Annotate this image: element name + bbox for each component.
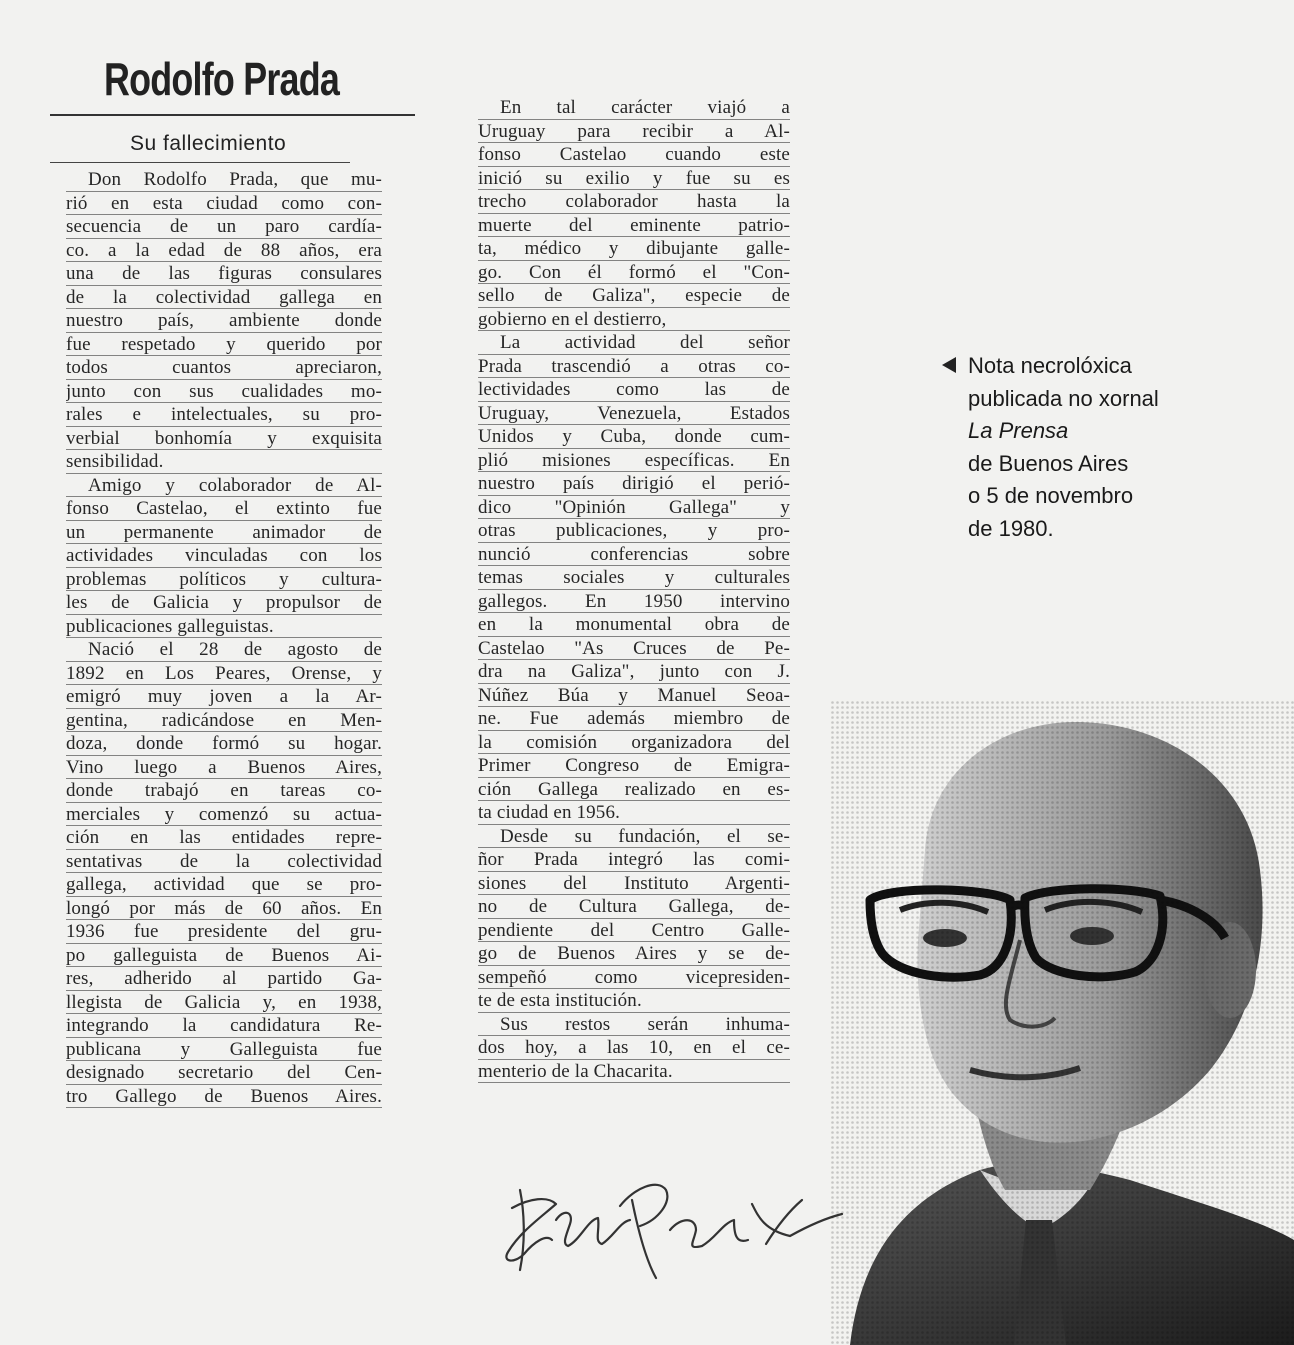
- article-text-line: rales e intelectuales, su pro-: [66, 404, 382, 425]
- article-text-line: rió en esta ciudad como con-: [66, 192, 382, 214]
- article-text-line: Amigo y colaborador de Al-: [66, 474, 382, 498]
- article-headline: Rodolfo Prada: [104, 53, 340, 105]
- article-text-line: en la monumental obra de: [478, 614, 790, 635]
- article-text-line: Vino luego a Buenos Aires,: [66, 756, 382, 778]
- article-text-line: integrando la candidatura Re-: [66, 1015, 382, 1036]
- article-text-line: gentina, radicándose en Men-: [66, 709, 382, 731]
- article-text-line: llegista de Galicia y, en 1938,: [66, 991, 382, 1013]
- article-text-line: Prada trascendió a otras co-: [478, 355, 790, 377]
- article-text-line: ción Gallega realizado en es-: [478, 778, 790, 800]
- article-text-line: de la colectividad gallega en: [66, 286, 382, 308]
- article-text-line: fue respetado y querido por: [66, 333, 382, 355]
- article-text-line: gallegos. En 1950 intervino: [478, 590, 790, 612]
- article-text-line: fonso Castelao cuando este: [478, 144, 790, 165]
- article-text-line: sentativas de la colectividad: [66, 850, 382, 872]
- article-text-line: secuencia de un paro cardía-: [66, 216, 382, 237]
- article-text-line: longó por más de 60 años. En: [66, 897, 382, 919]
- article-text-line: ne. Fue además miembro de: [478, 708, 790, 729]
- article-text-line: ta, médico y dibujante galle-: [478, 238, 790, 259]
- article-text-line: ñor Prada integró las comi-: [478, 849, 790, 870]
- article-text-line: un permanente animador de: [66, 521, 382, 543]
- article-text-line: sensibilidad.: [66, 450, 382, 474]
- subhead-rule: [50, 162, 350, 163]
- article-text-line: go de Buenos Aires y se de-: [478, 943, 790, 964]
- article-text-line: actividades vinculadas con los: [66, 545, 382, 566]
- article-text-line: Uruguay para recibir a Al-: [478, 120, 790, 142]
- caption-line: de 1980.: [968, 515, 1054, 541]
- article-text-line: dra na Galiza", junto con J.: [478, 661, 790, 682]
- article-text-line: La actividad del señor: [478, 331, 790, 355]
- article-text-line: pendiente del Centro Galle-: [478, 919, 790, 941]
- article-text-line: nunció conferencias sobre: [478, 543, 790, 565]
- article-text-line: emigró muy joven a la Ar-: [66, 686, 382, 707]
- article-text-line: gobierno en el destierro,: [478, 308, 790, 332]
- article-text-line: co. a la edad de 88 años, era: [66, 239, 382, 261]
- article-text-line: temas sociales y culturales: [478, 567, 790, 588]
- headline-rule: [50, 114, 415, 116]
- article-text-line: la comisión organizadora del: [478, 731, 790, 753]
- article-text-line: Primer Congreso de Emigra-: [478, 755, 790, 776]
- caption-pointer-icon: [942, 357, 956, 373]
- article-text-line: Desde su fundación, el se-: [478, 825, 790, 849]
- article-text-line: doza, donde formó su hogar.: [66, 733, 382, 754]
- article-text-line: no de Cultura Gallega, de-: [478, 896, 790, 917]
- article-text-line: lectividades como las de: [478, 379, 790, 400]
- article-column-1: [66, 168, 382, 1108]
- article-text-line: go. Con él formó el "Con-: [478, 261, 790, 283]
- article-text-line: res, adherido al partido Ga-: [66, 968, 382, 989]
- photo-caption: [968, 350, 1268, 546]
- article-text-line: te de esta institución.: [478, 989, 790, 1013]
- article-text-line: gallega, actividad que se pro-: [66, 874, 382, 895]
- caption-line: publicada no xornal: [968, 385, 1159, 411]
- article-text-line: Núñez Búa y Manuel Seoa-: [478, 684, 790, 706]
- article-text-line: dos hoy, a las 10, en el ce-: [478, 1037, 790, 1058]
- article-text-line: po galleguista de Buenos Ai-: [66, 944, 382, 966]
- article-text-line: Don Rodolfo Prada, que mu-: [66, 168, 382, 192]
- article-text-line: En tal carácter viajó a: [478, 96, 790, 120]
- article-text-line: 1892 en Los Peares, Orense, y: [66, 662, 382, 684]
- article-text-line: Sus restos serán inhuma-: [478, 1013, 790, 1037]
- article-text-line: ta ciudad en 1956.: [478, 801, 790, 825]
- handwritten-signature: [490, 1160, 850, 1290]
- article-text-line: menterio de la Chacarita.: [478, 1060, 790, 1084]
- article-text-line: publicaciones galleguistas.: [66, 615, 382, 639]
- article-text-line: muerte del eminente patrio-: [478, 214, 790, 236]
- article-text-line: merciales y comenzó su actua-: [66, 803, 382, 825]
- article-text-line: siones del Instituto Argenti-: [478, 872, 790, 894]
- article-text-line: una de las figuras consulares: [66, 263, 382, 284]
- article-text-line: junto con sus cualidades mo-: [66, 380, 382, 402]
- article-text-line: sempeñó como vicepresiden-: [478, 966, 790, 988]
- article-text-line: Nació el 28 de agosto de: [66, 638, 382, 662]
- article-text-line: dico "Opinión Gallega" y: [478, 496, 790, 518]
- article-text-line: Castelao "As Cruces de Pe-: [478, 637, 790, 659]
- article-text-line: designado secretario del Cen-: [66, 1062, 382, 1083]
- article-text-line: otras publicaciones, y pro-: [478, 520, 790, 541]
- article-text-line: les de Galicia y propulsor de: [66, 592, 382, 613]
- portrait-photo: [830, 700, 1294, 1345]
- article-text-line: nuestro país dirigió el perió-: [478, 473, 790, 494]
- article-text-line: fonso Castelao, el extinto fue: [66, 498, 382, 519]
- article-text-line: ción en las entidades repre-: [66, 827, 382, 848]
- article-text-line: sello de Galiza", especie de: [478, 285, 790, 306]
- article-text-line: 1936 fue presidente del gru-: [66, 921, 382, 942]
- article-text-line: todos cuantos apreciaron,: [66, 357, 382, 378]
- article-subhead: Su fallecimiento: [130, 132, 287, 155]
- caption-line: o 5 de novembro: [968, 483, 1134, 509]
- article-text-line: verbial bonhomía y exquisita: [66, 427, 382, 449]
- article-text-line: plió misiones específicas. En: [478, 449, 790, 471]
- caption-line: de Buenos Aires: [968, 450, 1129, 476]
- article-text-line: trecho colaborador hasta la: [478, 191, 790, 212]
- caption-newspaper-name: La Prensa: [968, 418, 1069, 444]
- caption-line: Nota necrolóxica: [968, 353, 1132, 378]
- article-text-line: inició su exilio y fue su es: [478, 167, 790, 189]
- article-text-line: Uruguay, Venezuela, Estados: [478, 402, 790, 424]
- article-text-line: publicana y Galleguista fue: [66, 1038, 382, 1060]
- article-text-line: problemas políticos y cultura-: [66, 568, 382, 590]
- article-text-line: nuestro país, ambiente donde: [66, 310, 382, 331]
- article-text-line: tro Gallego de Buenos Aires.: [66, 1085, 382, 1107]
- article-text-line: donde trabajó en tareas co-: [66, 780, 382, 801]
- article-column-2: [478, 96, 790, 1083]
- article-text-line: Unidos y Cuba, donde cum-: [478, 426, 790, 447]
